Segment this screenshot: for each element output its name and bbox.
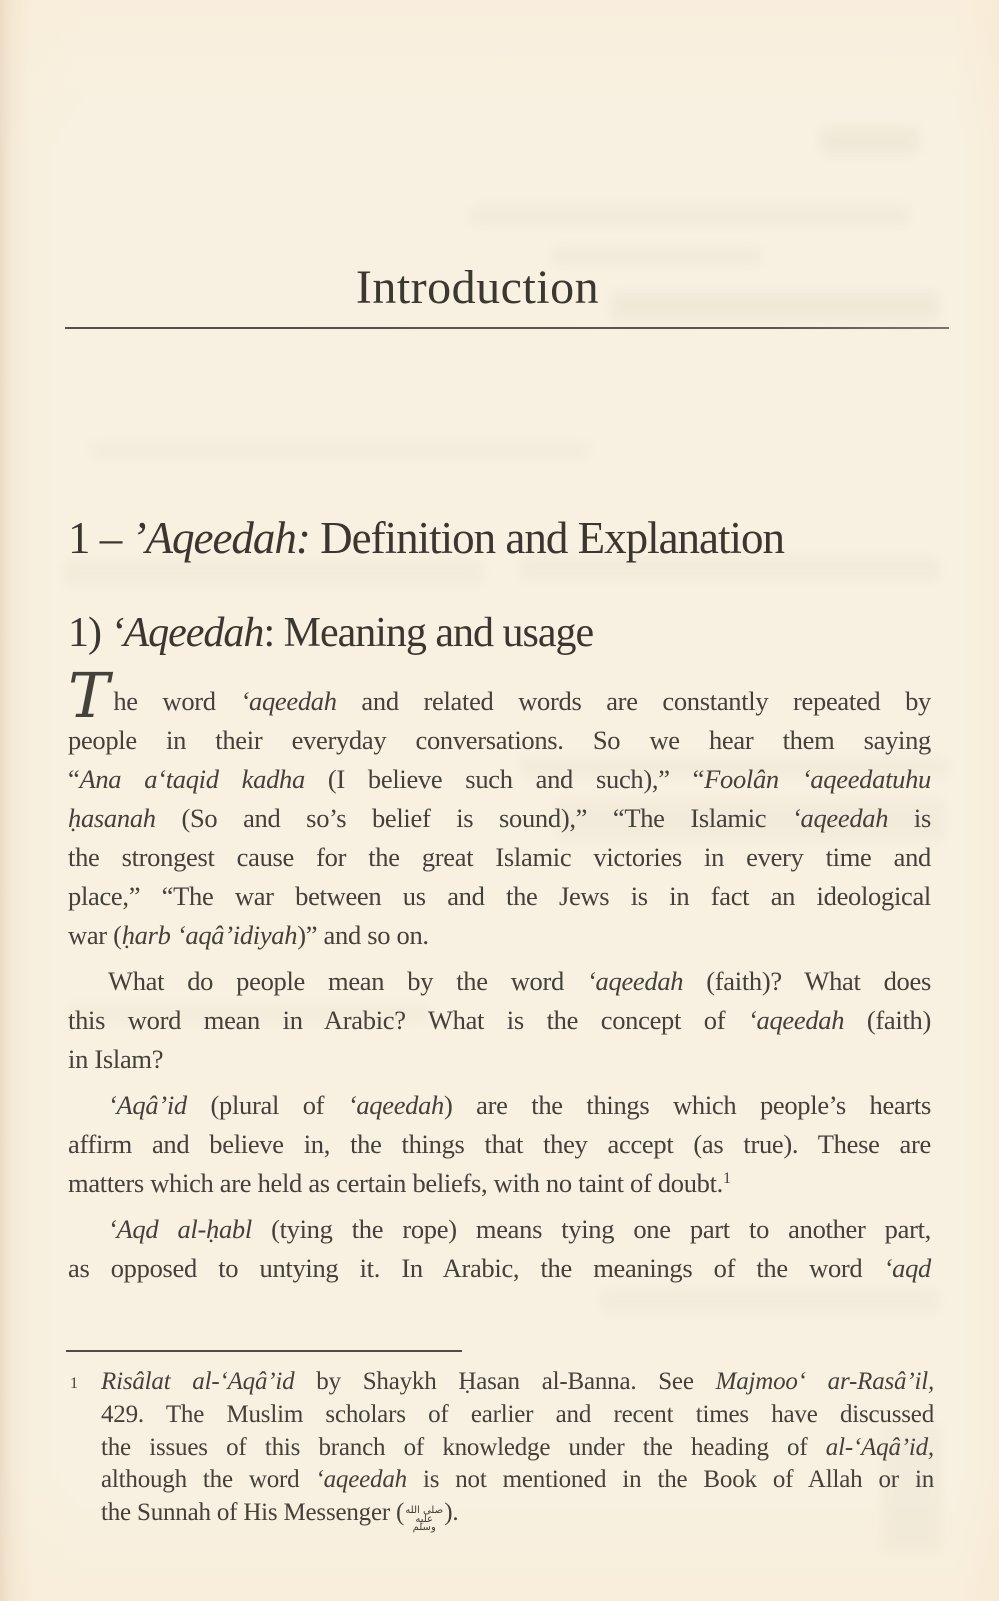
text-segment: and related words are constantly repeated by — [336, 686, 931, 716]
text-segment: 1 – — [68, 513, 132, 563]
text-segment: (I believe such and such),” “ — [304, 764, 705, 794]
bleed-through-smudge — [600, 1288, 940, 1314]
paragraph — [68, 659, 931, 955]
footnote — [68, 1366, 934, 1533]
text-segment: as opposed to untying it. In Arabic, the meanings of the word — [68, 1253, 884, 1283]
italic-text-segment: Risâlat al-‘Aqâ’id — [101, 1368, 295, 1395]
text-segment: is — [888, 803, 931, 833]
italic-text-segment: Foolân ‘aqeedatuhu — [704, 764, 931, 794]
text-line — [68, 1210, 931, 1249]
italic-text-segment: ‘aqeedah — [791, 803, 889, 833]
text-segment: affirm and believe in, the things that they accept (as true). These are — [68, 1129, 931, 1159]
text-segment: in Islam? — [68, 1044, 164, 1074]
text-segment: “ — [68, 764, 80, 794]
italic-text-segment: ‘Aqeedah — [110, 610, 264, 656]
text-line — [68, 799, 931, 838]
text-line — [68, 721, 931, 760]
text-line — [68, 1249, 931, 1288]
body-text — [68, 659, 932, 1288]
text-segment: Definition and Explanation — [309, 513, 785, 563]
text-segment: What do people mean by the word — [108, 966, 588, 996]
footnote-rule — [66, 1350, 462, 1352]
text-line — [68, 1040, 931, 1079]
text-segment: is not mentioned in the Book of Allah or in — [406, 1466, 934, 1494]
text-segment: (plural of — [186, 1090, 348, 1120]
text-line — [68, 962, 931, 1001]
text-segment: ). — [444, 1499, 459, 1527]
paragraph — [68, 962, 931, 1079]
italic-text-segment: ‘aqeedah — [240, 686, 337, 716]
italic-text-segment: ‘aqeedah — [747, 1005, 845, 1035]
text-line — [68, 659, 931, 732]
text-segment: war ( — [68, 920, 122, 950]
text-line — [68, 1366, 934, 1399]
text-line — [68, 1125, 931, 1164]
italic-text-segment: Ana a‘taqid kadha — [79, 764, 305, 794]
chapter-heading — [68, 514, 784, 564]
text-segment: (faith) — [844, 1005, 931, 1035]
text-segment: )” and so on. — [297, 920, 429, 950]
italic-text-segment: al-‘Aqâ’id, — [825, 1433, 934, 1461]
superscript-footnote-ref: 1 — [723, 1170, 732, 1187]
paragraph — [68, 1210, 931, 1288]
section-heading — [68, 610, 593, 656]
title-rule — [65, 327, 949, 329]
text-segment: (faith)? What does — [683, 966, 931, 996]
italic-text-segment: Majmoo‘ ar-Rasâ’il, — [715, 1368, 934, 1395]
text-line — [68, 1432, 934, 1465]
italic-text-segment: ’Aqeedah: — [131, 513, 310, 563]
paragraph — [68, 1086, 931, 1203]
text-line — [68, 1399, 934, 1432]
text-line — [68, 1497, 934, 1533]
bleed-through-smudge — [90, 440, 590, 460]
drop-cap: T — [68, 659, 110, 732]
italic-text-segment: ‘aqeedah — [587, 966, 684, 996]
text-line — [68, 838, 931, 877]
italic-text-segment: ‘aqeedah — [347, 1090, 445, 1120]
text-segment: 429. The Muslim scholars of earlier and recent times have discussed — [101, 1400, 934, 1428]
text-line — [68, 877, 931, 916]
text-segment: 1) — [68, 610, 111, 656]
text-segment: this word mean in Arabic? What is the concept of — [68, 1005, 748, 1035]
italic-text-segment: ḥarb ‘aqâ’idiyah — [121, 920, 298, 950]
text-segment: place,” “The war between us and the Jews is in fact an ideological — [68, 881, 931, 911]
text-segment: although the word — [101, 1466, 316, 1494]
text-line — [68, 1001, 931, 1040]
italic-text-segment: ‘Aqd al-ḥabl — [108, 1214, 252, 1244]
text-segment: the strongest cause for the great Islamic victories in every time and — [68, 842, 931, 872]
salawat-calligraphy-icon: صلى الله عليه وسلم — [405, 1505, 444, 1534]
page-title: Introduction — [355, 261, 600, 314]
text-segment: people in their everyday conversations. So we hear them saying — [68, 725, 931, 755]
bleed-through-smudge — [470, 204, 910, 226]
text-line — [68, 760, 931, 799]
italic-text-segment: ‘aqeedah — [315, 1466, 407, 1494]
text-line — [68, 1086, 931, 1125]
text-line — [68, 1164, 931, 1203]
italic-text-segment: ‘Aqâ’id — [108, 1090, 187, 1120]
text-segment: : Meaning and usage — [263, 610, 594, 656]
text-segment: (So and so’s belief is sound),” “The Islamic — [155, 803, 792, 833]
text-segment: matters which are held as certain beliefs, with no taint of doubt. — [68, 1168, 724, 1198]
text-line — [68, 1464, 934, 1497]
footnote-marker: 1 — [70, 1375, 78, 1392]
bleed-through-smudge — [820, 126, 920, 156]
text-segment: (tying the rope) means tying one part to another part, — [251, 1214, 932, 1244]
bleed-through-smudge — [64, 560, 484, 586]
italic-text-segment: ‘aqd — [883, 1253, 931, 1283]
text-line — [68, 916, 931, 955]
text-segment: the issues of this branch of knowledge under the heading of — [101, 1433, 826, 1461]
italic-text-segment: ḥasanah — [68, 803, 156, 833]
text-segment: the Sunnah of His Messenger ( — [101, 1499, 405, 1527]
text-segment: he word — [113, 686, 241, 716]
text-segment: by Shaykh Ḥasan al-Banna. See — [294, 1368, 716, 1395]
text-segment: ) are the things which people’s hearts — [444, 1090, 931, 1120]
